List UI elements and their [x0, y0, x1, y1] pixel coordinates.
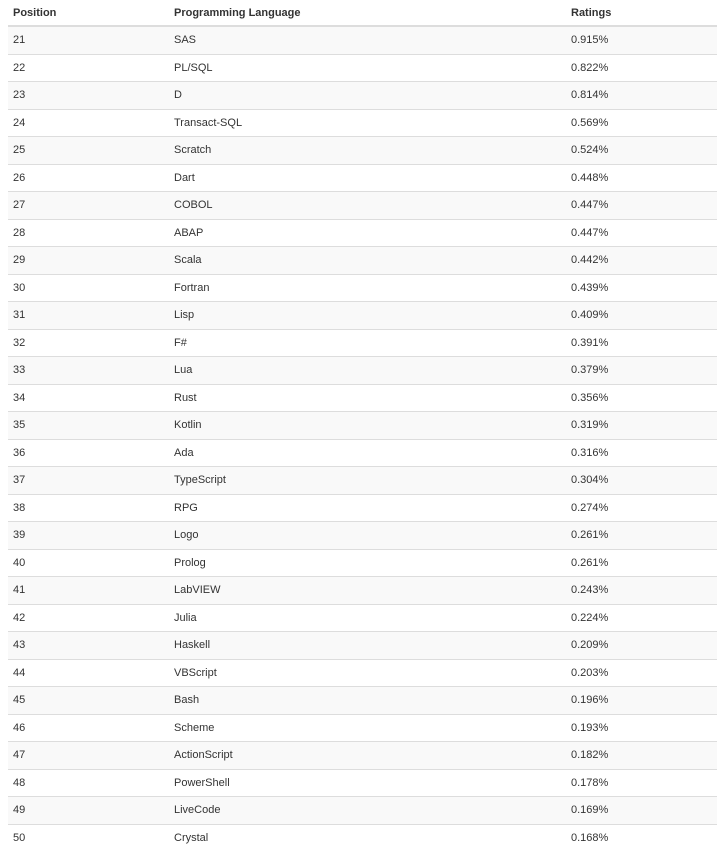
language-cell: Fortran	[168, 274, 565, 302]
rating-cell: 0.196%	[565, 687, 717, 715]
rating-cell: 0.243%	[565, 577, 717, 605]
rating-cell: 0.319%	[565, 412, 717, 440]
language-ranking-table	[8, 0, 717, 851]
table-row	[8, 137, 717, 165]
table-row	[8, 494, 717, 522]
position-cell: 42	[8, 604, 168, 632]
table-row	[8, 549, 717, 577]
table-row	[8, 357, 717, 385]
position-cell: 33	[8, 357, 168, 385]
table-row	[8, 219, 717, 247]
rating-cell: 0.447%	[565, 192, 717, 220]
rating-cell: 0.193%	[565, 714, 717, 742]
language-ranking-table-container	[8, 0, 717, 851]
rating-cell: 0.379%	[565, 357, 717, 385]
rating-cell: 0.304%	[565, 467, 717, 495]
position-cell: 46	[8, 714, 168, 742]
position-cell: 44	[8, 659, 168, 687]
position-cell: 22	[8, 54, 168, 82]
position-cell: 45	[8, 687, 168, 715]
rating-cell: 0.569%	[565, 109, 717, 137]
position-cell: 49	[8, 797, 168, 825]
language-cell: Haskell	[168, 632, 565, 660]
table-row	[8, 26, 717, 54]
language-cell: Julia	[168, 604, 565, 632]
language-cell: Scheme	[168, 714, 565, 742]
language-cell: Kotlin	[168, 412, 565, 440]
position-cell: 30	[8, 274, 168, 302]
rating-cell: 0.209%	[565, 632, 717, 660]
table-row	[8, 192, 717, 220]
header-row	[8, 0, 717, 26]
rating-cell: 0.261%	[565, 549, 717, 577]
position-cell: 48	[8, 769, 168, 797]
language-cell: ActionScript	[168, 742, 565, 770]
rating-cell: 0.169%	[565, 797, 717, 825]
language-cell: TypeScript	[168, 467, 565, 495]
rating-cell: 0.439%	[565, 274, 717, 302]
position-cell: 35	[8, 412, 168, 440]
language-cell: ABAP	[168, 219, 565, 247]
position-cell: 41	[8, 577, 168, 605]
table-row	[8, 659, 717, 687]
table-row	[8, 439, 717, 467]
rating-cell: 0.915%	[565, 26, 717, 54]
table-row	[8, 109, 717, 137]
rating-cell: 0.168%	[565, 824, 717, 851]
position-cell: 34	[8, 384, 168, 412]
language-cell: PL/SQL	[168, 54, 565, 82]
position-cell: 37	[8, 467, 168, 495]
rating-cell: 0.409%	[565, 302, 717, 330]
language-cell: Lua	[168, 357, 565, 385]
language-cell: Scala	[168, 247, 565, 275]
language-cell: Prolog	[168, 549, 565, 577]
rating-cell: 0.524%	[565, 137, 717, 165]
table-row	[8, 577, 717, 605]
position-cell: 27	[8, 192, 168, 220]
language-cell: Transact-SQL	[168, 109, 565, 137]
table-row	[8, 714, 717, 742]
table-row	[8, 274, 717, 302]
table-row	[8, 797, 717, 825]
language-cell: Logo	[168, 522, 565, 550]
position-cell: 26	[8, 164, 168, 192]
language-cell: D	[168, 82, 565, 110]
position-cell: 40	[8, 549, 168, 577]
language-cell: COBOL	[168, 192, 565, 220]
rating-cell: 0.391%	[565, 329, 717, 357]
position-cell: 24	[8, 109, 168, 137]
rating-cell: 0.316%	[565, 439, 717, 467]
language-cell: Crystal	[168, 824, 565, 851]
language-cell: Bash	[168, 687, 565, 715]
rating-cell: 0.356%	[565, 384, 717, 412]
table-row	[8, 769, 717, 797]
rating-cell: 0.814%	[565, 82, 717, 110]
table-row	[8, 687, 717, 715]
position-cell: 25	[8, 137, 168, 165]
table-header	[8, 0, 717, 26]
language-cell: Dart	[168, 164, 565, 192]
table-row	[8, 247, 717, 275]
position-cell: 32	[8, 329, 168, 357]
position-cell: 36	[8, 439, 168, 467]
language-cell: RPG	[168, 494, 565, 522]
language-cell: VBScript	[168, 659, 565, 687]
position-cell: 50	[8, 824, 168, 851]
rating-cell: 0.274%	[565, 494, 717, 522]
language-cell: PowerShell	[168, 769, 565, 797]
rating-cell: 0.442%	[565, 247, 717, 275]
language-cell: LiveCode	[168, 797, 565, 825]
table-row	[8, 329, 717, 357]
rating-cell: 0.203%	[565, 659, 717, 687]
language-cell: SAS	[168, 26, 565, 54]
table-row	[8, 82, 717, 110]
table-row	[8, 164, 717, 192]
table-row	[8, 302, 717, 330]
rating-cell: 0.261%	[565, 522, 717, 550]
position-cell: 38	[8, 494, 168, 522]
rating-cell: 0.447%	[565, 219, 717, 247]
position-cell: 47	[8, 742, 168, 770]
language-column-header: Programming Language	[168, 0, 565, 26]
position-cell: 43	[8, 632, 168, 660]
table-row	[8, 742, 717, 770]
rating-cell: 0.822%	[565, 54, 717, 82]
ratings-column-header: Ratings	[565, 0, 717, 26]
table-body	[8, 26, 717, 851]
position-cell: 28	[8, 219, 168, 247]
language-cell: Lisp	[168, 302, 565, 330]
table-row	[8, 412, 717, 440]
table-row	[8, 522, 717, 550]
language-cell: Scratch	[168, 137, 565, 165]
table-row	[8, 467, 717, 495]
position-cell: 29	[8, 247, 168, 275]
position-cell: 39	[8, 522, 168, 550]
position-column-header: Position	[8, 0, 168, 26]
table-row	[8, 824, 717, 851]
language-cell: LabVIEW	[168, 577, 565, 605]
position-cell: 23	[8, 82, 168, 110]
language-cell: Rust	[168, 384, 565, 412]
rating-cell: 0.182%	[565, 742, 717, 770]
language-cell: Ada	[168, 439, 565, 467]
table-row	[8, 632, 717, 660]
rating-cell: 0.178%	[565, 769, 717, 797]
table-row	[8, 604, 717, 632]
position-cell: 31	[8, 302, 168, 330]
rating-cell: 0.448%	[565, 164, 717, 192]
position-cell: 21	[8, 26, 168, 54]
table-row	[8, 384, 717, 412]
rating-cell: 0.224%	[565, 604, 717, 632]
language-cell: F#	[168, 329, 565, 357]
table-row	[8, 54, 717, 82]
